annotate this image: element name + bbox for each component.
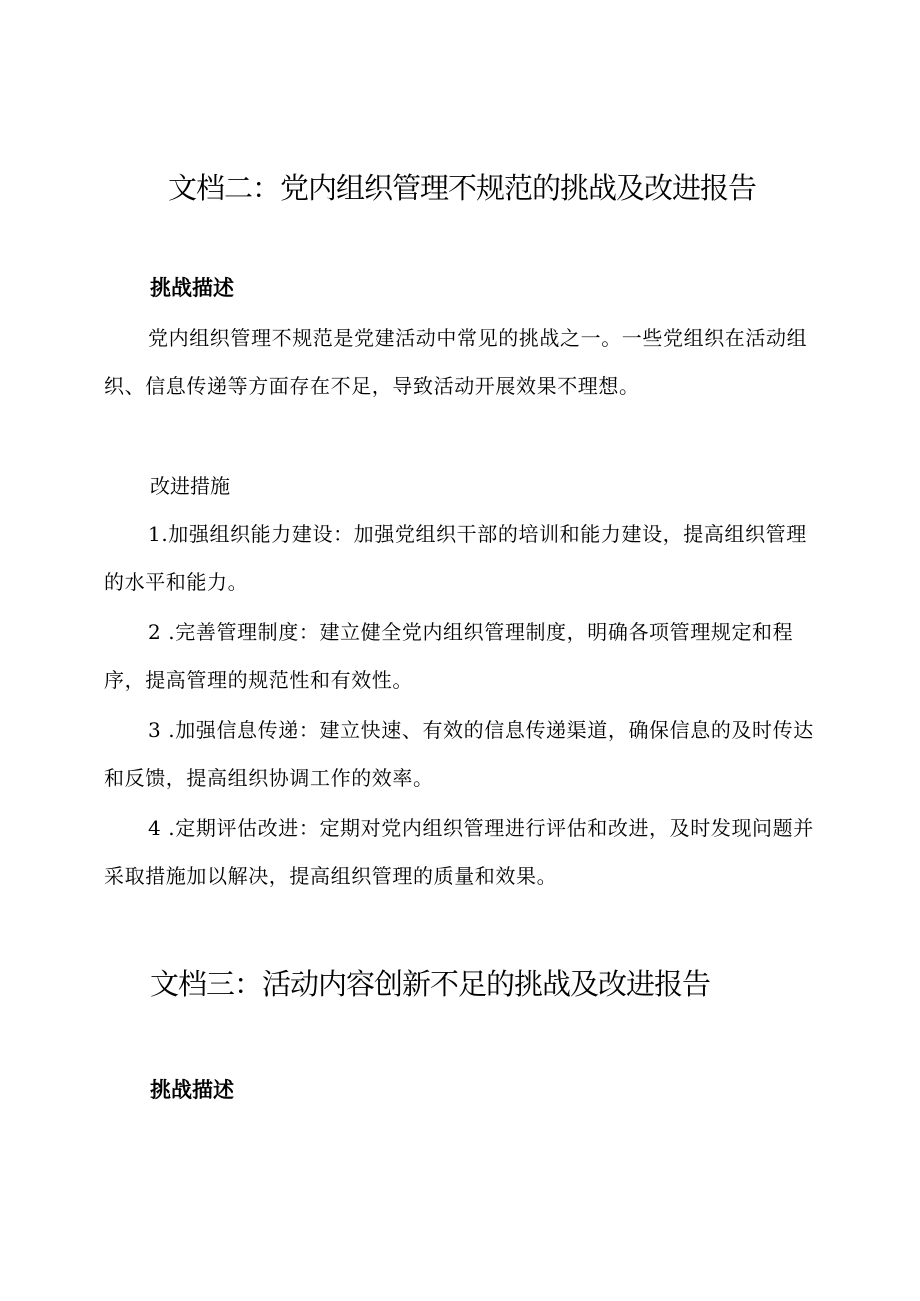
measure-item-2: 2 .完善管理制度：建立健全党内组织管理制度，明确各项管理规定和程序，提高管理的规范性和有效性。 (104, 620, 794, 692)
measure-item-4: 4 .定期评估改进：定期对党内组织管理进行评估和改进，及时发现问题并采取措施加以解决，提高组织管理的质量和效果。 (104, 816, 814, 888)
doc2-challenge-text: 党内组织管理不规范是党建活动中常见的挑战之一。一些党组织在活动组织、信息传递等方面存在不足，导致活动开展效果不理想。 (104, 326, 808, 398)
doc3-challenge-heading: 挑战描述 (150, 1078, 234, 1102)
measure-item-3: 3 .加强信息传递：建立快速、有效的信息传递渠道，确保信息的及时传达和反馈，提高组织协调工作的效率。 (104, 718, 814, 790)
doc2-title: 文档二：党内组织管理不规范的挑战及改进报告 (168, 171, 757, 205)
measure-item-1: 1.加强组织能力建设：加强党组织干部的培训和能力建设，提高组织管理的水平和能力。 (104, 522, 807, 594)
doc3-title: 文档三：活动内容创新不足的挑战及改进报告 (150, 967, 711, 1001)
doc2-measures-heading: 改进措施 (150, 474, 230, 498)
doc2-challenge-heading: 挑战描述 (150, 276, 234, 300)
